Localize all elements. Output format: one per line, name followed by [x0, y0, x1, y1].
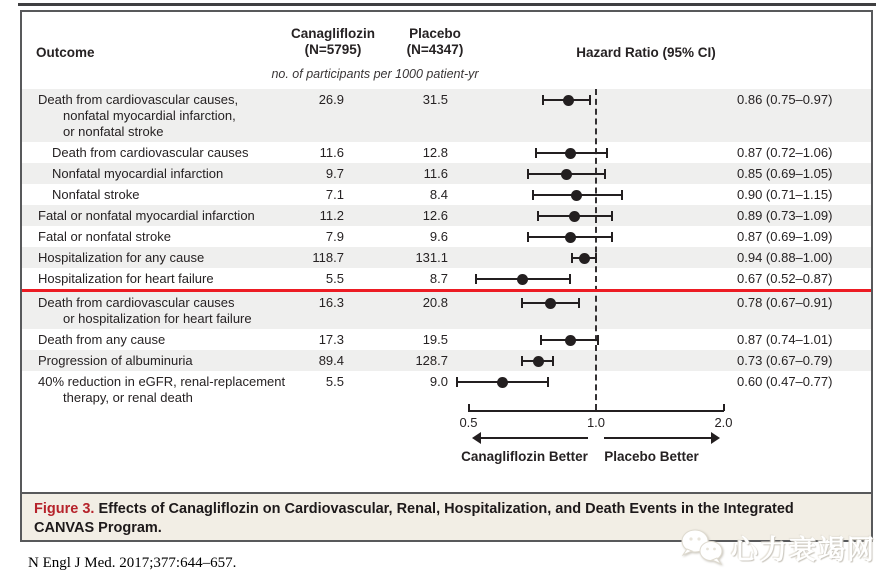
outcome-label: [38, 271, 214, 287]
ci-cap-low: [456, 377, 458, 387]
right-arrow-line: [604, 437, 712, 439]
hazard-ratio-marker: [497, 377, 508, 388]
placebo-value: 19.5: [422, 332, 448, 347]
canagliflozin-value: 11.6: [319, 145, 344, 160]
table-row: [22, 226, 871, 247]
table-row: [22, 142, 871, 163]
watermark-text: 心力衰竭网: [731, 534, 876, 565]
ci-cap-low: [475, 274, 477, 284]
ci-cap-high: [606, 148, 608, 158]
figure-frame: [20, 10, 873, 542]
outcome-line: Nonfatal stroke: [52, 187, 140, 202]
hazard-ratio-value: 0.89 (0.73–1.09): [737, 208, 833, 223]
table-row: [22, 163, 871, 184]
right-better-label: Placebo Better: [604, 449, 699, 464]
table-row: [22, 89, 871, 142]
axis-tick: [723, 404, 725, 411]
hazard-ratio-value: 0.60 (0.47–0.77): [737, 374, 833, 389]
hazard-ratio-value: 0.73 (0.67–0.79): [737, 353, 833, 368]
canagliflozin-value: 7.9: [325, 229, 344, 244]
outcome-line: 40% reduction in eGFR, renal-replacement: [38, 374, 286, 389]
placebo-value: 131.1: [415, 250, 448, 265]
hazard-ratio-value: 0.67 (0.52–0.87): [737, 271, 833, 286]
right-arrow-head-icon: [711, 432, 720, 444]
ci-cap-high: [578, 298, 580, 308]
canagliflozin-value: 9.7: [325, 166, 344, 181]
outcome-label: [38, 374, 285, 406]
outcome-label: [52, 166, 223, 182]
ci-cap-low: [537, 211, 539, 221]
axis-tick: [468, 404, 470, 411]
table-row: [22, 350, 871, 371]
placebo-value: 9.0: [429, 374, 448, 389]
hazard-ratio-marker: [565, 232, 576, 243]
reference-line-hr-1: [595, 89, 597, 410]
journal-citation: N Engl J Med. 2017;377:644–657.: [28, 555, 237, 571]
placebo-column-header: [360, 26, 510, 58]
outcome-column-header: Outcome: [36, 45, 95, 60]
ci-cap-high: [604, 169, 606, 179]
ci-cap-high: [569, 274, 571, 284]
ci-cap-low: [532, 190, 534, 200]
outcome-label: [38, 92, 238, 140]
ci-cap-high: [547, 377, 549, 387]
placebo-value: 20.8: [422, 295, 448, 310]
left-arrow-line: [480, 437, 588, 439]
outcome-label: [38, 353, 193, 369]
outcome-label: [52, 187, 139, 203]
ci-cap-high: [611, 232, 613, 242]
outcome-line: Death from cardiovascular causes: [52, 145, 249, 160]
ci-cap-high: [597, 335, 599, 345]
caption-figure-label: Figure 3.: [34, 501, 95, 517]
hazard-ratio-value: 0.87 (0.72–1.06): [737, 145, 833, 160]
hazard-ratio-marker: [533, 356, 544, 367]
hazard-ratio-column-header: Hazard Ratio (95% CI): [576, 45, 716, 60]
outcome-label: [38, 332, 165, 348]
ci-cap-high: [595, 253, 597, 263]
table-row: [22, 247, 871, 268]
outcome-line: therapy, or renal death: [63, 390, 193, 405]
outcome-line: Death from cardiovascular causes: [38, 295, 235, 310]
ci-cap-low: [535, 148, 537, 158]
caption-body: Effects of Canagliflozin on Cardiovascular, Renal, Hospitalization, and Death Events in the Integrated CANVAS Program.: [34, 501, 794, 536]
hazard-ratio-marker: [561, 169, 572, 180]
left-better-label: Canagliflozin Better: [461, 449, 588, 464]
placebo-value: 8.4: [429, 187, 448, 202]
outcome-label: [52, 145, 249, 161]
canagliflozin-value: 89.4: [318, 353, 344, 368]
hazard-ratio-value: 0.86 (0.75–0.97): [737, 92, 833, 107]
units-note: no. of participants per 1000 patient-yr: [271, 67, 479, 81]
canagliflozin-value: 5.5: [325, 271, 344, 286]
outcome-line: nonfatal myocardial infarction,: [63, 108, 236, 123]
hazard-ratio-marker: [563, 95, 574, 106]
table-row: [22, 268, 871, 289]
table-row: [22, 292, 871, 329]
ci-cap-high: [611, 211, 613, 221]
hazard-ratio-value: 0.90 (0.71–1.15): [737, 187, 833, 202]
highlight-red-line: [22, 289, 871, 292]
plot-area: [22, 12, 871, 540]
outcome-label: [38, 208, 255, 224]
outcome-line: or nonfatal stroke: [63, 124, 164, 139]
canagliflozin-header-line1: Canagliflozin: [291, 26, 375, 41]
outcome-line: Hospitalization for heart failure: [38, 271, 214, 286]
outcome-label: [38, 250, 204, 266]
placebo-value: 8.7: [429, 271, 448, 286]
ci-cap-low: [571, 253, 573, 263]
ci-cap-high: [589, 95, 591, 105]
axis-tick-label: 0.5: [459, 415, 478, 430]
table-row: [22, 205, 871, 226]
chat-bubbles-icon: [680, 527, 726, 567]
outcome-line: or hospitalization for heart failure: [63, 311, 252, 326]
ci-cap-high: [552, 356, 554, 366]
canagliflozin-value: 16.3: [318, 295, 344, 310]
outcome-label: [38, 295, 252, 327]
ci-cap-low: [521, 356, 523, 366]
placebo-value: 128.7: [415, 353, 448, 368]
canagliflozin-value: 11.2: [319, 208, 344, 223]
outcome-line: Fatal or nonfatal myocardial infarction: [38, 208, 255, 223]
ci-cap-low: [527, 169, 529, 179]
canagliflozin-value: 118.7: [312, 250, 344, 265]
outcome-label: [38, 229, 171, 245]
placebo-header-line1: Placebo: [409, 26, 461, 41]
canagliflozin-value: 7.1: [325, 187, 344, 202]
hazard-ratio-value: 0.87 (0.74–1.01): [737, 332, 833, 347]
hazard-ratio-value: 0.87 (0.69–1.09): [737, 229, 833, 244]
canagliflozin-value: 17.3: [318, 332, 344, 347]
ci-cap-low: [527, 232, 529, 242]
ci-cap-low: [540, 335, 542, 345]
hazard-ratio-value: 0.78 (0.67–0.91): [737, 295, 833, 310]
outcome-line: Hospitalization for any cause: [38, 250, 205, 265]
placebo-value: 12.6: [422, 208, 448, 223]
site-watermark: [680, 527, 876, 567]
placebo-header-line2: (N=4347): [406, 42, 464, 57]
outcome-line: Nonfatal myocardial infarction: [52, 166, 224, 181]
outcome-line: Progression of albuminuria: [38, 353, 193, 368]
hazard-ratio-marker: [571, 190, 582, 201]
hazard-ratio-marker: [517, 274, 528, 285]
ci-cap-low: [521, 298, 523, 308]
placebo-value: 31.5: [422, 92, 448, 107]
outcome-line: Fatal or nonfatal stroke: [38, 229, 171, 244]
canagliflozin-header-line2: (N=5795): [304, 42, 362, 57]
canagliflozin-value: 5.5: [325, 374, 344, 389]
hazard-ratio-marker: [545, 298, 556, 309]
table-row: [22, 329, 871, 350]
placebo-value: 12.8: [422, 145, 448, 160]
ci-cap-high: [621, 190, 623, 200]
hazard-ratio-marker: [579, 253, 590, 264]
placebo-value: 9.6: [429, 229, 448, 244]
ci-cap-low: [542, 95, 544, 105]
hazard-ratio-marker: [565, 335, 576, 346]
axis-tick-label: 1.0: [586, 415, 606, 430]
table-row: [22, 371, 871, 408]
outcome-line: Death from cardiovascular causes,: [38, 92, 239, 107]
left-arrow-head-icon: [472, 432, 481, 444]
outcome-line: Death from any cause: [38, 332, 166, 347]
placebo-value: 11.6: [423, 166, 448, 181]
top-rule-divider: [18, 3, 876, 6]
canagliflozin-value: 26.9: [318, 92, 344, 107]
hazard-ratio-value: 0.85 (0.69–1.05): [737, 166, 833, 181]
table-row: [22, 184, 871, 205]
axis-tick-label: 2.0: [714, 415, 733, 430]
hazard-ratio-marker: [569, 211, 580, 222]
hazard-ratio-marker: [565, 148, 576, 159]
hazard-ratio-value: 0.94 (0.88–1.00): [737, 250, 833, 265]
